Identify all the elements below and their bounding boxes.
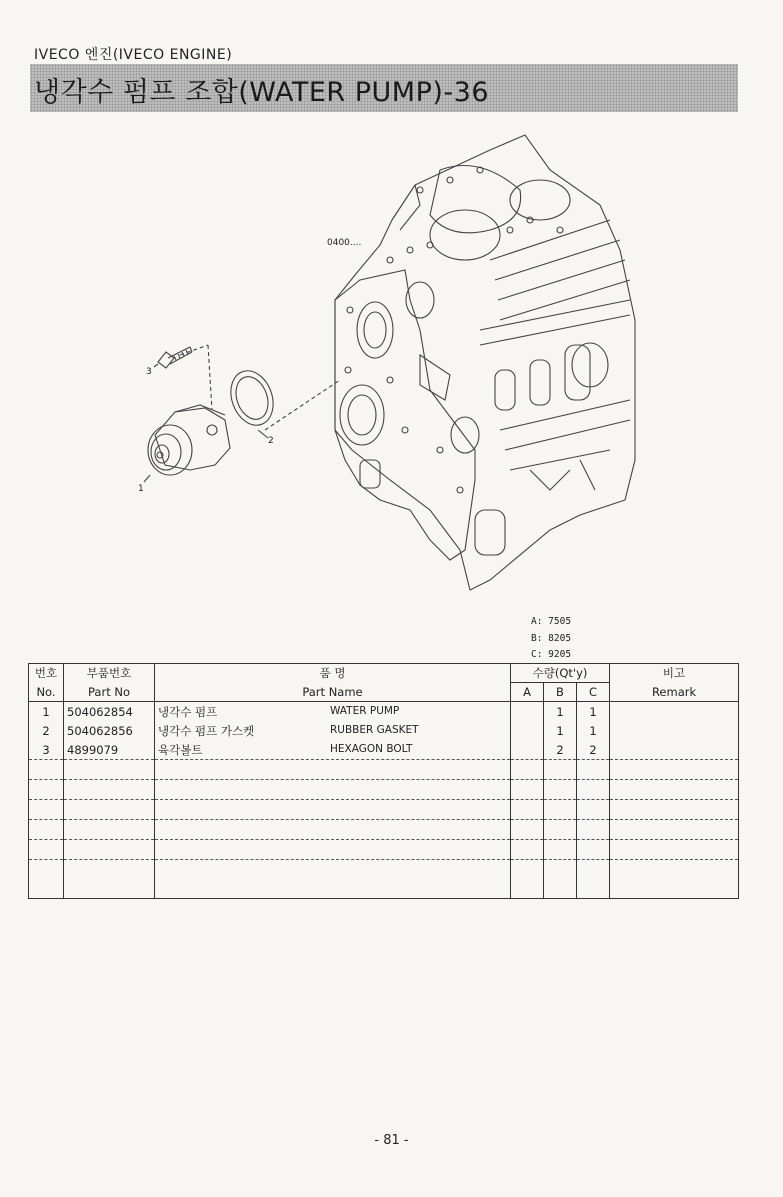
header-name-en: Part Name bbox=[155, 683, 511, 702]
engine-ref-label: 0400.... bbox=[327, 238, 362, 248]
row-name-en: RUBBER GASKET bbox=[330, 724, 419, 736]
table-row bbox=[29, 721, 739, 740]
row-qty-c: 2 bbox=[577, 740, 610, 760]
callout-3: 3 bbox=[146, 367, 152, 377]
row-part-no: 504062854 bbox=[64, 702, 155, 722]
row-no: 3 bbox=[29, 740, 64, 760]
row-name-en: WATER PUMP bbox=[330, 705, 400, 717]
empty-row bbox=[29, 860, 739, 899]
row-part-no: 4899079 bbox=[64, 740, 155, 760]
row-part-name bbox=[155, 721, 511, 740]
header-remark-en: Remark bbox=[610, 683, 739, 702]
row-remark bbox=[610, 740, 739, 760]
row-name-en: HEXAGON BOLT bbox=[330, 743, 413, 755]
header-qty-b: B bbox=[544, 683, 577, 702]
header-qty: 수량(Qt'y) bbox=[511, 664, 610, 683]
row-part-no: 504062856 bbox=[64, 721, 155, 740]
header-qty-a: A bbox=[511, 683, 544, 702]
header-remark-kr: 비고 bbox=[610, 664, 739, 683]
row-name-kr: 냉각수 펌프 가스켓 bbox=[158, 724, 255, 738]
table-row bbox=[29, 740, 739, 760]
header-partno-kr: 부품번호 bbox=[64, 664, 155, 683]
section-subtitle: IVECO 엔진(IVECO ENGINE) bbox=[34, 47, 233, 63]
table-row bbox=[29, 702, 739, 722]
callout-2: 2 bbox=[268, 436, 274, 446]
header-no-en: No. bbox=[29, 683, 64, 702]
row-qty-c: 1 bbox=[577, 702, 610, 722]
empty-row bbox=[29, 840, 739, 860]
variant-b: B: 8205 bbox=[531, 632, 572, 644]
empty-row bbox=[29, 820, 739, 840]
row-qty-b: 1 bbox=[544, 721, 577, 740]
variant-a: A: 7505 bbox=[531, 616, 572, 627]
row-qty-a bbox=[511, 740, 544, 760]
page-title: 냉각수 펌프 조합(WATER PUMP)-36 bbox=[34, 77, 490, 108]
parts-table bbox=[28, 663, 739, 899]
row-remark bbox=[610, 702, 739, 722]
header-qty-c: C bbox=[577, 683, 610, 702]
callout-1: 1 bbox=[138, 484, 144, 494]
title-band bbox=[30, 64, 738, 112]
water-pump-part bbox=[144, 405, 230, 482]
row-remark bbox=[610, 721, 739, 740]
variant-c: C: 9205 bbox=[531, 649, 572, 660]
header-partno-en: Part No bbox=[64, 683, 155, 702]
header-name-kr: 품 명 bbox=[155, 664, 511, 683]
empty-row bbox=[29, 760, 739, 780]
row-no: 2 bbox=[29, 721, 64, 740]
gasket-part bbox=[224, 365, 281, 431]
row-qty-b: 1 bbox=[544, 702, 577, 722]
row-part-name bbox=[155, 740, 511, 760]
empty-row bbox=[29, 780, 739, 800]
row-name-kr: 냉각수 펌프 bbox=[158, 705, 218, 719]
timing-cover bbox=[335, 270, 475, 560]
row-no: 1 bbox=[29, 702, 64, 722]
row-qty-b: 2 bbox=[544, 740, 577, 760]
header-no-kr: 번호 bbox=[29, 664, 64, 683]
row-qty-c: 1 bbox=[577, 721, 610, 740]
empty-row bbox=[29, 800, 739, 820]
bolt-part bbox=[154, 347, 192, 368]
row-part-name bbox=[155, 702, 511, 722]
row-name-kr: 육각볼트 bbox=[158, 743, 203, 757]
model-variants bbox=[531, 614, 571, 664]
exploded-diagram bbox=[130, 130, 650, 610]
row-qty-a bbox=[511, 702, 544, 722]
row-qty-a bbox=[511, 721, 544, 740]
page-number: - 81 - bbox=[374, 1133, 409, 1148]
